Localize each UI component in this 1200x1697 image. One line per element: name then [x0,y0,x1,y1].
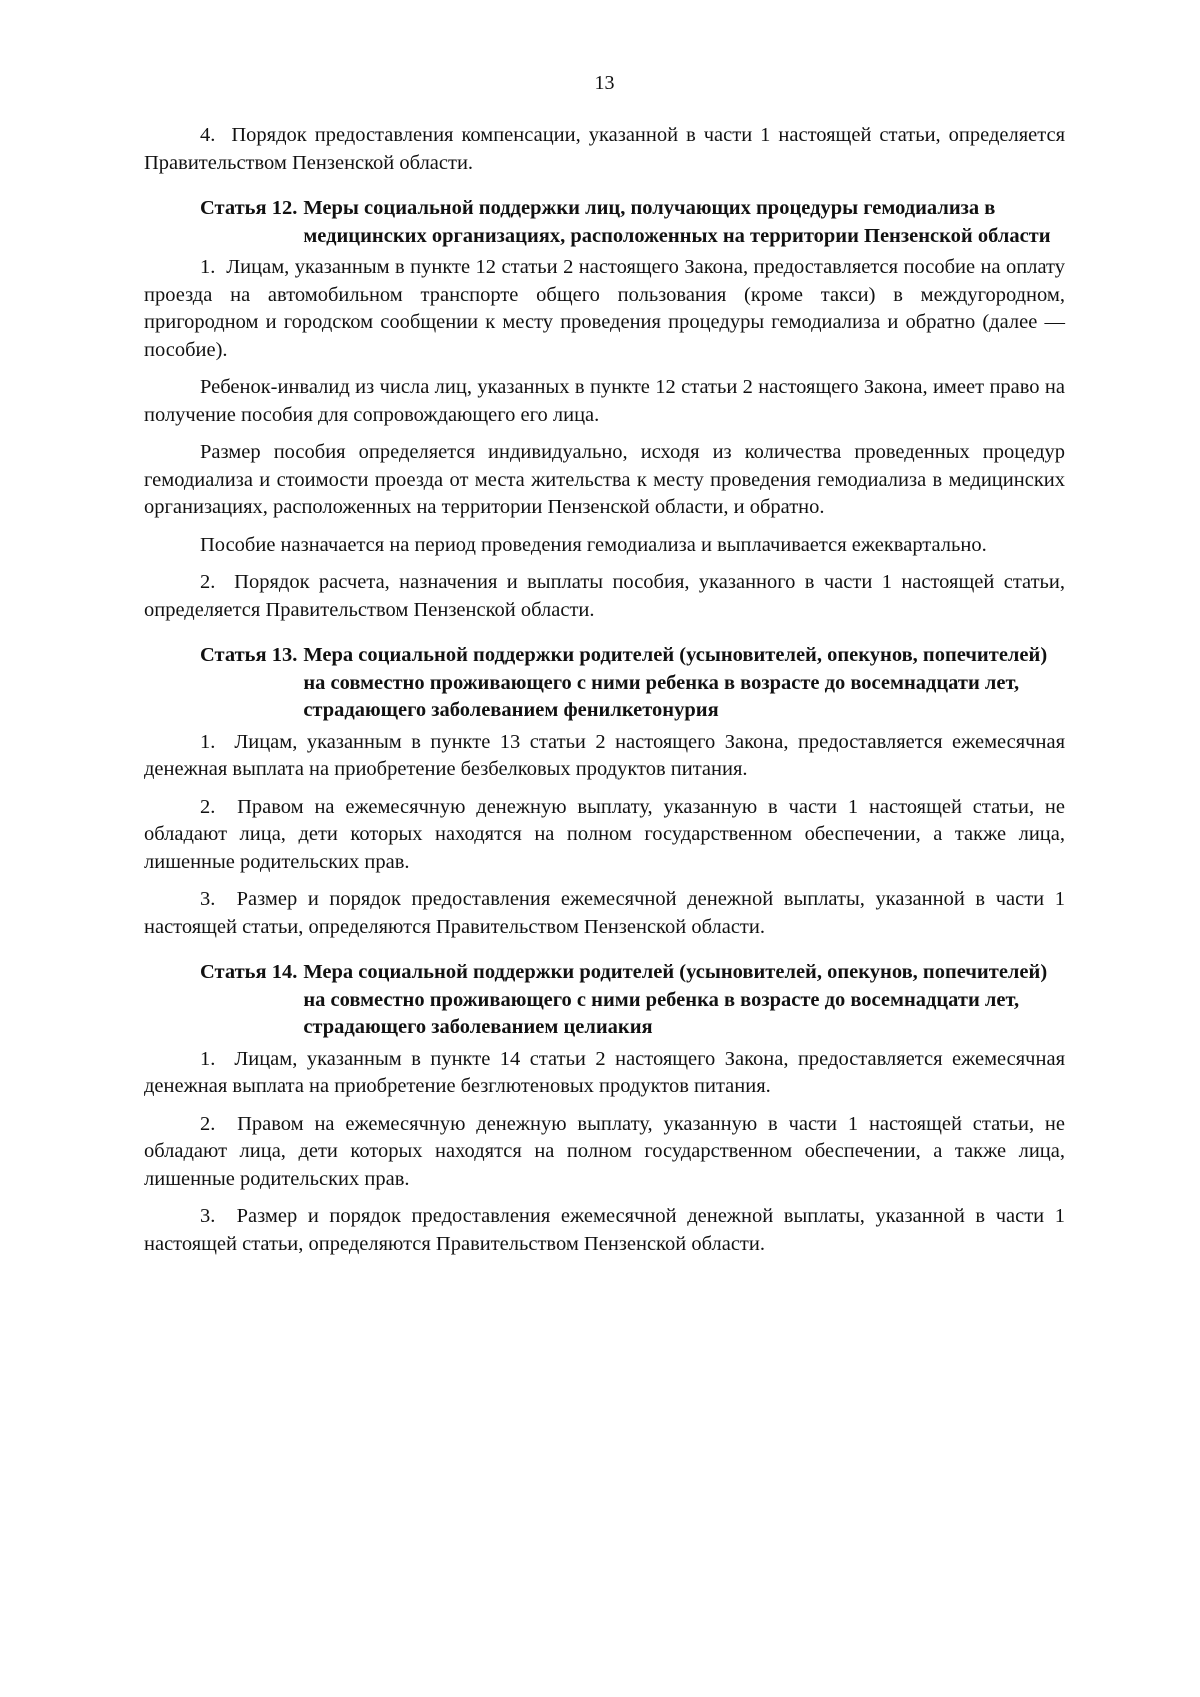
paragraph: 3. Размер и порядок предоставления ежемесячной денежной выплаты, указанной в части 1 настоящей статьи, определяются Правительством Пензенской области. [144,888,1065,938]
paragraph: 1. Лицам, указанным в пункте 13 статьи 2 настоящего Закона, предоставляется ежемесячная денежная выплата на приобретение безбелковых продуктов питания. [144,730,1065,780]
article-title: Меры социальной поддержки лиц, получающих процедуры гемодиализа в медицинских организациях, расположенных на территории Пензенской области [303,197,1051,247]
page-number: 13 [594,72,615,94]
paragraph: 1. Лицам, указанным в пункте 12 статьи 2 настоящего Закона, предоставляется пособие на оплату проезда на автомобильном транспорте общего пользования (кроме такси) в междугородном, пригородном и городском сообщении к месту проведения процедуры гемодиализа и обратно (далее — пособие). [144,256,1065,361]
article-number: Статья 14. [200,961,298,983]
article-heading [200,195,1065,250]
article-13 [144,642,1065,941]
article-title: Мера социальной поддержки родителей (усыновителей, опекунов, попечителей) на совместно проживающего с ними ребенка в возрасте до восемнадцати лет, страдающего заболеванием целиакия [303,961,1048,1038]
article-heading [200,959,1065,1042]
article-number: Статья 13. [200,644,298,666]
paragraph: 2. Порядок расчета, назначения и выплаты пособия, указанного в части 1 настоящей статьи, определяется Правительством Пензенской области. [144,571,1065,621]
paragraph: Ребенок-инвалид из числа лиц, указанных в пункте 12 статьи 2 настоящего Закона, имеет право на получение пособия для сопровождающего его лица. [144,376,1065,426]
paragraph: 4. Порядок предоставления компенсации, указанной в части 1 настоящей статьи, определяется Правительством Пензенской области. [144,124,1065,174]
paragraph: 2. Правом на ежемесячную денежную выплату, указанную в части 1 настоящей статьи, не обладают лица, дети которых находятся на полном государственном обеспечении, а также лица, лишенные родительских прав. [144,1112,1065,1190]
paragraph: Размер пособия определяется индивидуально, исходя из количества проведенных процедур гемодиализа и стоимости проезда от места жительства к месту проведения гемодиализа в медицинских организациях, расположенных на территории Пензенской области, и обратно. [144,441,1065,518]
document-page [144,70,1065,1268]
article-title: Мера социальной поддержки родителей (усыновителей, опекунов, попечителей) на совместно проживающего с ними ребенка в возрасте до восемнадцати лет, страдающего заболеванием фенилкетонурия [303,644,1048,721]
article-12 [144,195,1065,624]
paragraph: 2. Правом на ежемесячную денежную выплату, указанную в части 1 настоящей статьи, не обладают лица, дети которых находятся на полном государственном обеспечении, а также лица, лишенные родительских прав. [144,795,1065,873]
article-14 [144,959,1065,1258]
intro-section [144,122,1065,177]
paragraph: 3. Размер и порядок предоставления ежемесячной денежной выплаты, указанной в части 1 настоящей статьи, определяются Правительством Пензенской области. [144,1205,1065,1255]
article-heading [200,642,1065,725]
paragraph: 1. Лицам, указанным в пункте 14 статьи 2 настоящего Закона, предоставляется ежемесячная денежная выплата на приобретение безглютеновых продуктов питания. [144,1047,1065,1097]
article-number: Статья 12. [200,197,298,219]
paragraph: Пособие назначается на период проведения гемодиализа и выплачивается ежеквартально. [200,533,987,556]
